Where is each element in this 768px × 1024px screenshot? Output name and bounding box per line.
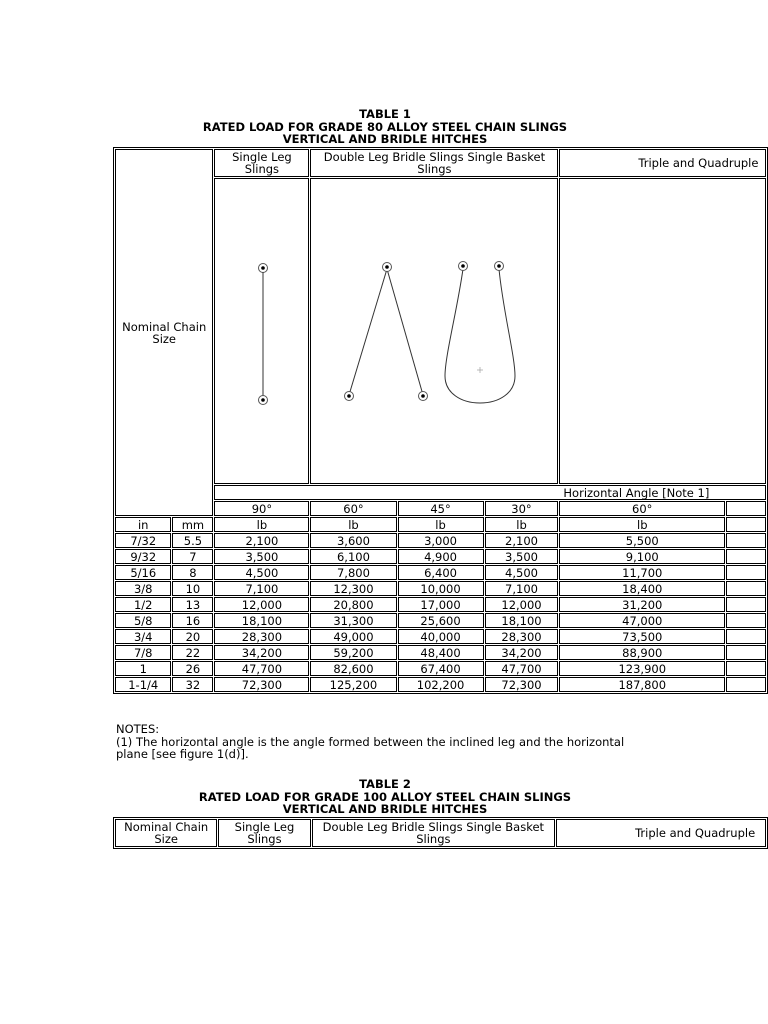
table-cell: 12,300 — [310, 581, 396, 596]
horizontal-angle-header: Horizontal Angle [Note 1] — [214, 485, 766, 500]
table-cell: 32 — [172, 677, 213, 692]
table-cell: 4,500 — [214, 565, 309, 580]
table-cell: 7/32 — [115, 533, 171, 548]
table-row — [115, 533, 766, 548]
single-leg-header: Single Leg Slings — [218, 819, 310, 847]
double-leg-header: Double Leg Bridle Slings Single Basket Slings — [310, 149, 558, 177]
table-cell: 18,100 — [485, 613, 559, 628]
angle-header — [726, 501, 766, 516]
table-cell: 2,100 — [214, 533, 309, 548]
table-cell: 5,500 — [559, 533, 725, 548]
table-cell: 49,000 — [310, 629, 396, 644]
table-cell: 72,300 — [485, 677, 559, 692]
notes — [116, 723, 656, 761]
table-cell — [726, 565, 766, 580]
table1-body — [115, 533, 766, 692]
angle-header: 45° — [398, 501, 484, 516]
table-cell: 17,000 — [398, 597, 484, 612]
table-cell — [726, 613, 766, 628]
table2-subtitle: VERTICAL AND BRIDLE HITCHES — [282, 802, 488, 816]
table1 — [113, 147, 768, 694]
table1-title: RATED LOAD FOR GRADE 80 ALLOY STEEL CHAIN SLINGS — [202, 119, 568, 134]
table-cell: 72,300 — [214, 677, 309, 692]
table-cell: 67,400 — [398, 661, 484, 676]
table-cell: 73,500 — [559, 629, 725, 644]
triple-quadruple-header: Triple and Quadruple — [556, 819, 766, 847]
table-row — [115, 661, 766, 676]
table-cell — [726, 581, 766, 596]
table-cell: 9/32 — [115, 549, 171, 564]
unit-cell: lb — [485, 517, 559, 532]
table-cell: 28,300 — [485, 629, 559, 644]
double-leg-sling-diagram — [311, 181, 557, 481]
table-cell: 7/8 — [115, 645, 171, 660]
table-cell: 7,100 — [214, 581, 309, 596]
unit-cell: lb — [214, 517, 309, 532]
table-cell: 1/2 — [115, 597, 171, 612]
table-cell: 3,600 — [310, 533, 396, 548]
double-leg-header: Double Leg Bridle Slings Single Basket Slings — [312, 819, 555, 847]
table-cell: 12,000 — [485, 597, 559, 612]
table-cell: 47,700 — [485, 661, 559, 676]
table-cell — [726, 533, 766, 548]
table-cell: 1 — [115, 661, 171, 676]
table-row — [115, 581, 766, 596]
angle-header: 90° — [214, 501, 309, 516]
table-cell: 187,800 — [559, 677, 725, 692]
table-cell: 13 — [172, 597, 213, 612]
table1-subtitle: VERTICAL AND BRIDLE HITCHES — [282, 132, 488, 146]
table-cell — [726, 549, 766, 564]
table-cell: 5/8 — [115, 613, 171, 628]
unit-cell: lb — [310, 517, 396, 532]
table-row — [115, 645, 766, 660]
note-1-line-2: plane [see figure 1(d)]. — [116, 747, 249, 761]
units-row — [115, 517, 766, 532]
table-cell: 10,000 — [398, 581, 484, 596]
unit-cell: in — [115, 517, 171, 532]
table-cell — [726, 661, 766, 676]
table-cell: 59,200 — [310, 645, 396, 660]
table-cell: 47,700 — [214, 661, 309, 676]
table-cell: 34,200 — [485, 645, 559, 660]
table-cell: 6,400 — [398, 565, 484, 580]
notes-label: NOTES: — [116, 722, 160, 736]
table-cell: 11,700 — [559, 565, 725, 580]
table-cell: 25,600 — [398, 613, 484, 628]
note-1-line-1: (1) The horizontal angle is the angle formed between the inclined leg and the horizontal — [116, 734, 625, 749]
table-cell: 34,200 — [214, 645, 309, 660]
angle-header: 60° — [310, 501, 396, 516]
table2-number: TABLE 2 — [359, 777, 411, 791]
table2 — [113, 817, 768, 849]
table-cell: 26 — [172, 661, 213, 676]
table-cell: 10 — [172, 581, 213, 596]
table-row — [115, 677, 766, 692]
table-row — [115, 565, 766, 580]
table-cell: 48,400 — [398, 645, 484, 660]
table-row — [115, 629, 766, 644]
table-cell: 47,000 — [559, 613, 725, 628]
table-cell: 82,600 — [310, 661, 396, 676]
table-cell: 20 — [172, 629, 213, 644]
unit-cell: lb — [559, 517, 725, 532]
triple-leg-figure — [559, 178, 766, 484]
table-cell: 125,200 — [310, 677, 396, 692]
unit-cell — [726, 517, 766, 532]
table-cell: 5.5 — [172, 533, 213, 548]
table-cell — [726, 645, 766, 660]
single-leg-header: Single Leg Slings — [214, 149, 309, 177]
table-cell: 31,300 — [310, 613, 396, 628]
table-cell: 6,100 — [310, 549, 396, 564]
table1-heading — [115, 108, 655, 146]
double-leg-figure — [310, 178, 558, 484]
table2-title: RATED LOAD FOR GRADE 100 ALLOY STEEL CHAIN SLINGS — [198, 789, 572, 804]
table-row — [115, 613, 766, 628]
table-cell: 16 — [172, 613, 213, 628]
table-cell: 4,500 — [485, 565, 559, 580]
table-cell: 4,900 — [398, 549, 484, 564]
table-cell: 3,500 — [214, 549, 309, 564]
angle-header: 60° — [559, 501, 725, 516]
table-cell: 1-1/4 — [115, 677, 171, 692]
table1-number: TABLE 1 — [359, 107, 411, 121]
table-cell: 3/4 — [115, 629, 171, 644]
table-cell — [726, 677, 766, 692]
table-cell: 20,800 — [310, 597, 396, 612]
table-cell: 3,000 — [398, 533, 484, 548]
table-cell: 2,100 — [485, 533, 559, 548]
single-leg-figure — [214, 178, 309, 484]
table-cell: 7,800 — [310, 565, 396, 580]
table-cell: 3,500 — [485, 549, 559, 564]
unit-cell: lb — [398, 517, 484, 532]
table-cell: 40,000 — [398, 629, 484, 644]
table-cell: 12,000 — [214, 597, 309, 612]
table2-heading — [115, 778, 655, 816]
table-cell: 28,300 — [214, 629, 309, 644]
table-row — [115, 597, 766, 612]
table-cell: 9,100 — [559, 549, 725, 564]
table-row — [115, 549, 766, 564]
nominal-size-header: Nominal Chain Size — [115, 149, 213, 516]
table-cell — [726, 629, 766, 644]
table-cell: 88,900 — [559, 645, 725, 660]
table-cell: 102,200 — [398, 677, 484, 692]
table-cell: 5/16 — [115, 565, 171, 580]
unit-cell: mm — [172, 517, 213, 532]
nominal-size-header: Nominal Chain Size — [115, 819, 217, 847]
angle-header: 30° — [485, 501, 559, 516]
table-cell: 18,400 — [559, 581, 725, 596]
table-cell: 7,100 — [485, 581, 559, 596]
single-leg-sling-diagram — [215, 181, 308, 481]
table-cell: 18,100 — [214, 613, 309, 628]
table-cell: 8 — [172, 565, 213, 580]
table-cell: 31,200 — [559, 597, 725, 612]
triple-quadruple-header: Triple and Quadruple — [559, 149, 766, 177]
table-cell — [726, 597, 766, 612]
table-cell: 7 — [172, 549, 213, 564]
table-cell: 22 — [172, 645, 213, 660]
table-cell: 3/8 — [115, 581, 171, 596]
table-cell: 123,900 — [559, 661, 725, 676]
